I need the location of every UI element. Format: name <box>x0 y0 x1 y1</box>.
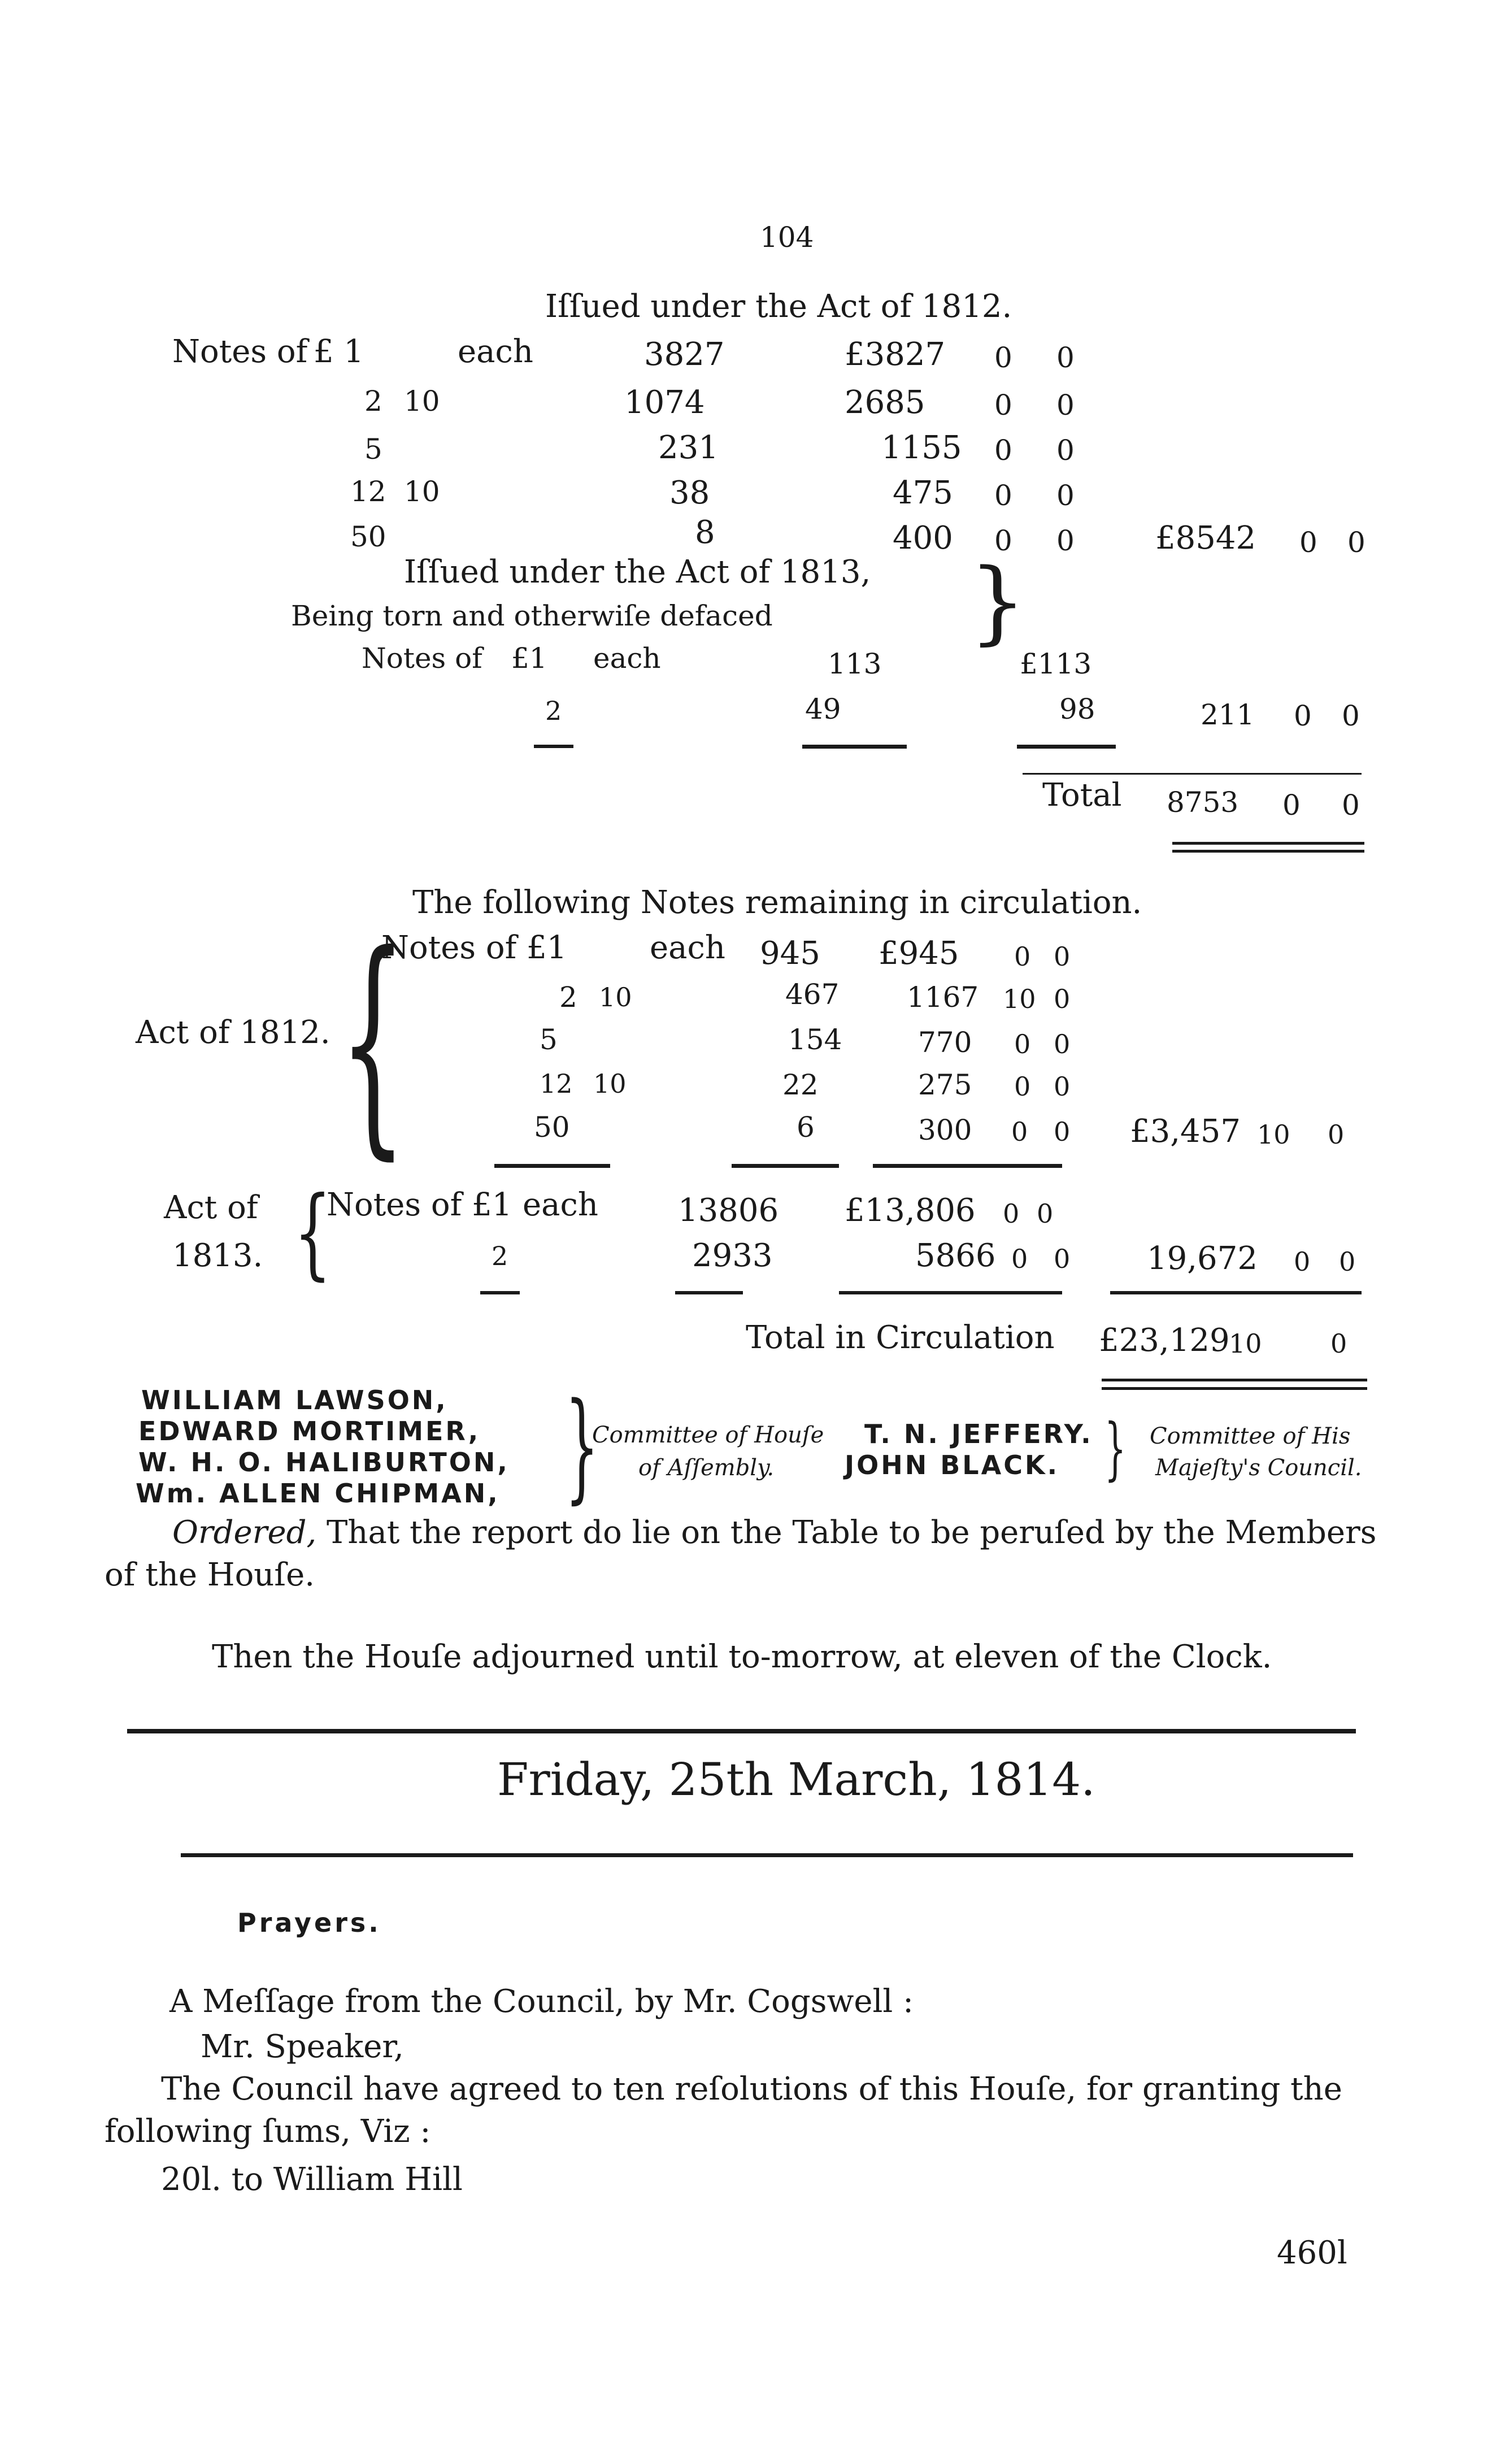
shillings: 0 <box>994 524 1012 557</box>
rule-line <box>480 1291 520 1294</box>
total-label: Total <box>1042 777 1122 814</box>
note-label: 12 <box>540 1068 573 1099</box>
signatory-name: EDWARD MORTIMER, <box>138 1416 481 1446</box>
each-label: each <box>650 929 725 966</box>
signatory-name: T. N. JEFFERY. <box>864 1419 1093 1449</box>
rule-line <box>839 1291 1062 1294</box>
denomination: £ 1 <box>314 333 364 370</box>
pence: 0 <box>1056 479 1075 512</box>
note-count: 154 <box>788 1023 842 1056</box>
shillings: 0 <box>994 479 1012 512</box>
rule-line <box>873 1164 1062 1168</box>
note-value: 400 <box>893 520 953 557</box>
denomination: 5 <box>364 433 382 466</box>
message-line: following ſums, Viz : <box>105 2113 431 2150</box>
note-label: 50 <box>534 1111 570 1144</box>
pence: 0 <box>1056 524 1075 557</box>
rule-line <box>1023 773 1362 775</box>
pence: 0 <box>1054 941 1071 972</box>
curly-brace-icon: } <box>1104 1410 1127 1488</box>
note-count: 13806 <box>678 1192 779 1229</box>
subtotal-shillings: 0 <box>1299 526 1317 559</box>
note-label: 2 <box>492 1241 508 1271</box>
shillings: 0 <box>994 434 1012 467</box>
shillings-label: 10 <box>404 475 440 508</box>
rule-line <box>494 1164 610 1168</box>
date-heading: Friday, 25th March, 1814. <box>497 1753 1095 1806</box>
shillings: 10 <box>1003 984 1036 1014</box>
signatory-name: WILLIAM LAWSON, <box>141 1385 448 1415</box>
shillings: 0 <box>994 341 1012 374</box>
note-value: 5866 <box>915 1237 996 1274</box>
subtotal-pence: 0 <box>1339 1246 1356 1277</box>
each-label: each <box>593 642 661 675</box>
ordered-line2: of the Houſe. <box>105 1557 315 1593</box>
catchword: 460l <box>1277 2235 1347 2271</box>
subtotal-pence: 0 <box>1347 526 1365 559</box>
ordered-text: That the report do lie on the Table to be peruſed by the Members <box>327 1514 1377 1551</box>
note-label: 5 <box>540 1023 558 1056</box>
shillings: 0 <box>1011 1116 1028 1147</box>
note-count: 2933 <box>692 1237 773 1274</box>
note-value: 98 <box>1059 693 1095 725</box>
act-1813-year: 1813. <box>172 1237 263 1274</box>
note-count: 6 <box>797 1111 815 1144</box>
adjourned-text: Then the Houſe adjourned until to-morrow, at eleven of the Clock. <box>212 1639 1272 1675</box>
double-rule <box>1102 1387 1367 1390</box>
note-value: 1167 <box>907 981 979 1014</box>
note-value: £945 <box>879 935 959 972</box>
rule-line <box>732 1164 839 1168</box>
note-value: £13,806 <box>845 1192 976 1229</box>
subtotal-shillings: 10 <box>1257 1119 1290 1150</box>
section-divider <box>181 1853 1353 1857</box>
circulation-total-pence: 0 <box>1330 1328 1347 1359</box>
note-count: 113 <box>828 647 882 680</box>
shillings: 0 <box>994 389 1012 421</box>
circulation-heading: The following Notes remaining in circulation. <box>412 884 1142 921</box>
ordered-lead: Ordered, <box>172 1514 317 1551</box>
note-count: 945 <box>760 935 820 972</box>
subtotal-pence: 0 <box>1328 1119 1345 1150</box>
subtotal-shillings: 0 <box>1294 1246 1311 1277</box>
pence: 0 <box>1054 1116 1071 1147</box>
curly-brace-icon: { <box>339 904 407 1180</box>
subtotal-value: £8542 <box>1155 520 1256 557</box>
note-count: 3827 <box>644 336 725 373</box>
note-value: 1155 <box>881 429 962 466</box>
subtotal-value: 19,672 <box>1147 1240 1258 1277</box>
total-shillings: 0 <box>1282 789 1301 822</box>
note-value: 2685 <box>845 384 925 421</box>
committee-label: Committee of Houſe <box>592 1422 824 1448</box>
subtotal-value: 211 <box>1201 698 1255 731</box>
shillings-label: 10 <box>593 1068 627 1099</box>
shillings: 0 <box>1014 941 1031 972</box>
committee-label: Majeſty's Council. <box>1155 1455 1362 1481</box>
note-count: 231 <box>658 429 719 466</box>
shillings-label: 10 <box>404 385 440 418</box>
denomination: 2 <box>545 696 562 726</box>
note-label: Notes of £1 <box>381 929 567 966</box>
section-divider <box>127 1729 1356 1733</box>
note-value: 475 <box>893 475 953 511</box>
each-label: each <box>458 333 533 370</box>
curly-brace-icon: } <box>565 1377 599 1515</box>
note-count: 49 <box>805 693 841 725</box>
act-1813-label: Act of <box>164 1189 258 1226</box>
rule-line <box>534 745 573 748</box>
page-number: 104 <box>760 221 814 254</box>
pence: 0 <box>1054 1244 1071 1274</box>
denomination: 50 <box>350 520 386 553</box>
note-value: 275 <box>918 1068 972 1101</box>
note-label: 2 <box>559 981 577 1014</box>
double-rule <box>1172 850 1364 853</box>
shillings-label: 10 <box>599 982 632 1012</box>
note-value: 770 <box>918 1026 972 1059</box>
note-label: Notes of £1 <box>327 1187 512 1223</box>
act-1812-label: Act of 1812. <box>136 1014 330 1051</box>
committee-label: Committee of His <box>1150 1423 1351 1449</box>
note-value: £113 <box>1020 647 1092 680</box>
rule-line <box>1017 745 1116 749</box>
shillings: 0 <box>1014 1029 1031 1059</box>
rule-line <box>675 1291 743 1294</box>
double-rule <box>1102 1379 1367 1381</box>
message-line: A Meſſage from the Council, by Mr. Cogswell : <box>169 1983 914 2020</box>
note-value: £3827 <box>845 336 946 373</box>
notes-of-label: Notes of <box>172 333 308 370</box>
note-count: 1074 <box>624 384 705 421</box>
message-line: Mr. Speaker, <box>201 2028 404 2065</box>
note-count: 8 <box>695 514 715 551</box>
each-label: each <box>523 1187 598 1223</box>
circulation-total-shillings: 10 <box>1229 1328 1262 1359</box>
curly-brace-icon: { <box>294 1176 332 1290</box>
circulation-total-label: Total in Circulation <box>746 1319 1055 1356</box>
signatory-name: Wm. ALLEN CHIPMAN, <box>136 1478 500 1509</box>
section2-heading: Iſſued under the Act of 1813, <box>404 554 871 590</box>
denomination: £1 <box>511 642 547 675</box>
circulation-total-value: £23,129 <box>1099 1322 1230 1359</box>
shillings: 0 <box>1014 1071 1031 1102</box>
note-count: 467 <box>785 978 840 1011</box>
rule-line <box>1110 1291 1362 1294</box>
pence: 0 <box>1054 984 1071 1014</box>
pence: 0 <box>1056 389 1075 421</box>
signatory-name: JOHN BLACK. <box>845 1450 1060 1480</box>
rule-line <box>802 745 907 749</box>
pence: 0 <box>1056 434 1075 467</box>
prayers-label: Prayers. <box>237 1907 381 1938</box>
message-line: 20l. to William Hill <box>161 2161 463 2198</box>
message-line: The Council have agreed to ten reſolutions of this Houſe, for granting the <box>161 2071 1342 2107</box>
committee-label: of Aſſembly. <box>638 1455 775 1481</box>
subtotal-value: £3,457 <box>1130 1113 1241 1150</box>
subtotal-shillings: 0 <box>1294 699 1312 732</box>
denomination: 12 <box>350 475 386 508</box>
pence: 0 <box>1054 1029 1071 1059</box>
note-count: 38 <box>669 475 710 511</box>
notes-of-label: Notes of <box>362 642 482 675</box>
shillings: 0 <box>1011 1244 1028 1274</box>
total-pence: 0 <box>1342 789 1360 822</box>
pence: 0 <box>1054 1071 1071 1102</box>
section1-heading: Iſſued under the Act of 1812. <box>545 288 1012 325</box>
pence: 0 <box>1056 341 1075 374</box>
subtotal-pence: 0 <box>1342 699 1360 732</box>
signatory-name: W. H. O. HALIBURTON, <box>138 1447 510 1477</box>
ordered-paragraph <box>172 1514 1377 1551</box>
pence: 0 <box>1037 1198 1054 1229</box>
double-rule <box>1172 842 1364 845</box>
denomination: 2 <box>364 385 382 418</box>
curly-brace-icon: } <box>969 549 1027 654</box>
section2-condition: Being torn and otherwiſe defaced <box>291 599 773 632</box>
total-value: 8753 <box>1167 786 1239 819</box>
shillings: 0 <box>1003 1198 1020 1229</box>
note-count: 22 <box>782 1068 819 1101</box>
note-value: 300 <box>918 1114 972 1146</box>
